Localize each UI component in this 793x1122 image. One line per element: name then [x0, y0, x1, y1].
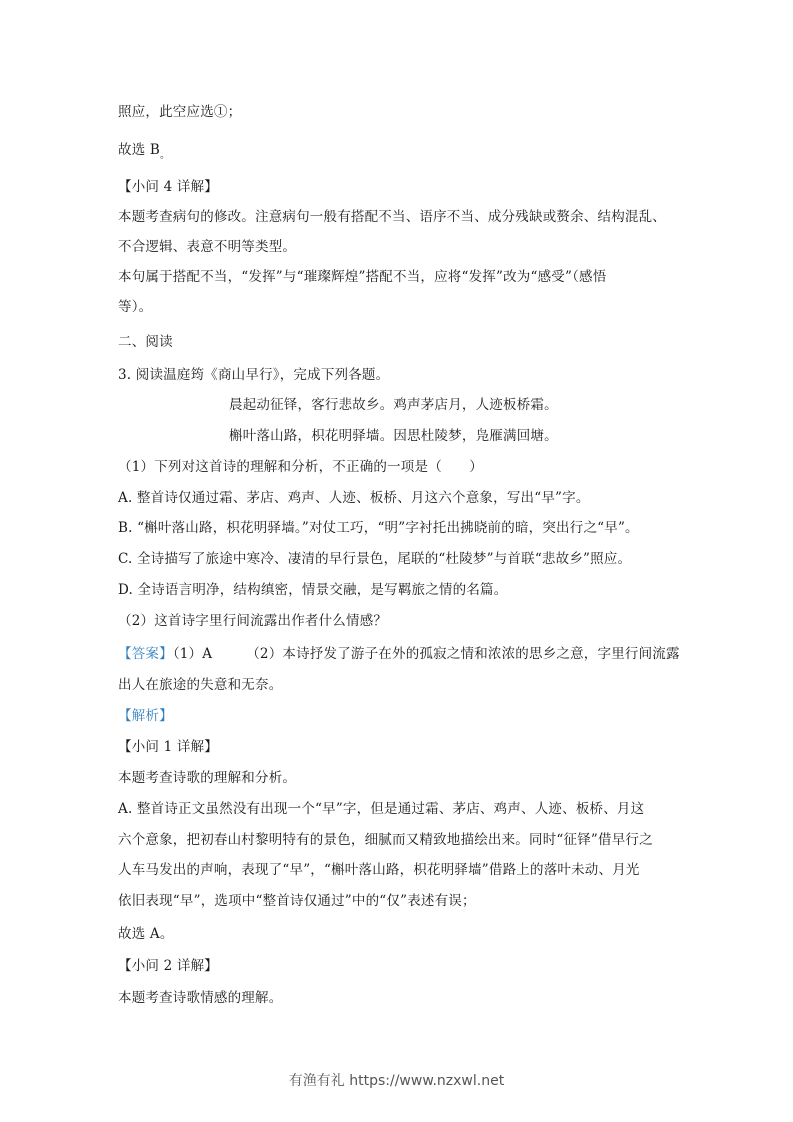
analysis-label: 【解析】	[118, 708, 173, 724]
section-heading: 【小问 1 详解】	[118, 739, 218, 755]
text-line: 照应，此空应选①；	[118, 104, 242, 120]
poem-line-1: 晨起动征铎，客行悲故乡。鸡声茅店月，人迹板桥霜。	[229, 397, 558, 413]
text-line: 本句属于搭配不当，“发挥”与“璀璨辉煌”搭配不当，应将“发挥”改为“感受”（感悟	[118, 269, 607, 285]
answer-line	[118, 645, 680, 663]
text-line: 人车马发出的声响，表现了“早”，“槲叶落山路，枳花明驿墙”借路上的落叶未动、月光	[118, 862, 640, 878]
text-line: 出人在旅途的失意和无奈。	[118, 677, 283, 693]
text-line: 本题考查诗歌的理解和分析。	[118, 770, 297, 786]
option-d: D. 全诗语言明净，结构缜密，情景交融，是写羁旅之情的名篇。	[118, 582, 508, 598]
text-line: 本题考查诗歌情感的理解。	[118, 990, 283, 1006]
poem-line-2: 槲叶落山路，枳花明驿墙。因思杜陵梦，凫雁满回塘。	[229, 428, 558, 444]
section-heading: 【小问 4 详解】	[118, 179, 218, 195]
answer-2: （2）本诗抒发了游子在外的孤寂之情和浓浓的思乡之意，字里行间流露	[246, 646, 680, 662]
answer-1: （1）A	[172, 646, 213, 662]
text-line: 故选 A。	[118, 926, 174, 942]
text-line: 本题考查病句的修改。注意病句一般有搭配不当、语序不当、成分残缺或赘余、结构混乱、	[118, 209, 666, 225]
answer-label: 【答案】	[118, 646, 173, 662]
question-stem: 3. 阅读温庭筠《商山早行》，完成下列各题。	[118, 367, 390, 383]
part-heading: 二、阅读	[118, 334, 173, 350]
period: 。	[160, 150, 171, 161]
answer-choice: 故选 B	[118, 142, 161, 158]
text-line: 依旧表现“早”，选项中“整首诗仅通过”中的“仅”表述有误；	[118, 893, 476, 909]
text-line: A. 整首诗正文虽然没有出现一个“早”字，但是通过霜、茅店、鸡声、人迹、板桥、月这	[118, 801, 645, 817]
option-a: A. 整首诗仅通过霜、茅店、鸡声、人迹、板桥、月这六个意象，写出“早”字。	[118, 490, 590, 506]
footer-watermark: 有渔有礼 https://www.nzxwl.net	[288, 1073, 505, 1089]
text-line: 等）。	[118, 299, 153, 315]
option-c: C. 全诗描写了旅途中寒冷、凄清的早行景色，尾联的“杜陵梦”与首联“悲故乡”照应。	[118, 551, 632, 567]
sub-question-2: （2）这首诗字里行间流露出作者什么情感？	[118, 613, 388, 629]
text-line	[118, 141, 170, 165]
option-b: B. “槲叶落山路，枳花明驿墙。”对仗工巧，“明”字衬托出拂晓前的暗，突出行之“早”。	[118, 520, 639, 536]
text-line: 六个意象，把初春山村黎明特有的景色，细腻而又精致地描绘出来。同时“征铎”借早行之	[118, 832, 653, 848]
text-line: 不合逻辑、表意不明等类型。	[118, 239, 297, 255]
sub-question-1: （1）下列对这首诗的理解和分析，不正确的一项是（ ）	[118, 459, 483, 475]
section-heading: 【小问 2 详解】	[118, 958, 218, 974]
